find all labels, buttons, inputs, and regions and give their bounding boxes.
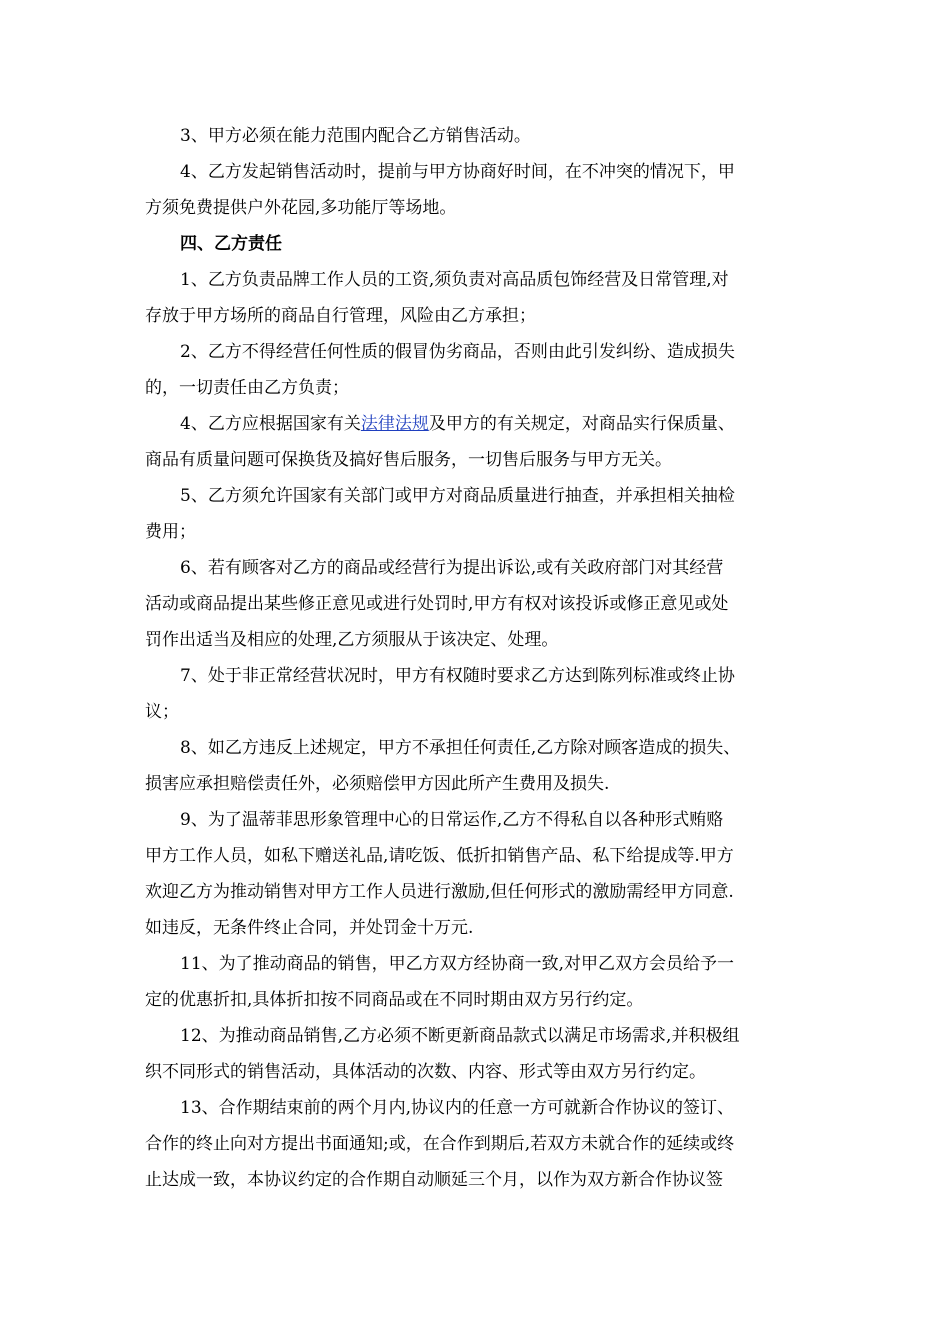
paragraph-line: 方须免费提供户外花园,多功能厅等场地。 — [145, 198, 457, 218]
paragraph-line: 存放于甲方场所的商品自行管理，风险由乙方承担； — [145, 306, 536, 326]
paragraph-line: 欢迎乙方为推动销售对甲方工作人员进行激励,但任何形式的激励需经甲方同意. — [145, 882, 734, 902]
paragraph-line: 11、为了推动商品的销售，甲乙方双方经协商一致,对甲乙双方会员给予一 — [180, 954, 735, 974]
paragraph-line: 罚作出适当及相应的处理,乙方须服从于该决定、处理。 — [145, 630, 559, 650]
paragraph-line: 9、为了温蒂菲思形象管理中心的日常运作,乙方不得私自以各种形式贿赂 — [180, 810, 724, 830]
link-suffix-text: 及甲方的有关规定，对商品实行保质量、 — [428, 414, 735, 434]
paragraph-line-with-link — [180, 412, 735, 436]
paragraph-line: 甲方工作人员，如私下赠送礼品,请吃饭、低折扣销售产品、私下给提成等.甲方 — [145, 846, 734, 866]
paragraph-line: 4、乙方发起销售活动时，提前与甲方协商好时间，在不冲突的情况下，甲 — [180, 162, 735, 182]
paragraph-line: 12、为推动商品销售,乙方必须不断更新商品款式以满足市场需求,并积极组 — [180, 1026, 740, 1046]
paragraph-line: 损害应承担赔偿责任外，必须赔偿甲方因此所产生费用及损失. — [145, 774, 610, 794]
paragraph-line: 活动或商品提出某些修正意见或进行处罚时,甲方有权对该投诉或修正意见或处 — [145, 594, 729, 614]
paragraph-line: 1、乙方负责品牌工作人员的工资,须负责对高品质包饰经营及日常管理,对 — [180, 270, 729, 290]
paragraph-line: 如违反，无条件终止合同，并处罚金十万元. — [145, 918, 474, 938]
paragraph-line: 费用； — [145, 522, 196, 542]
paragraph-line: 议； — [145, 702, 179, 722]
law-regulation-link[interactable]: 法律法规 — [360, 414, 429, 434]
paragraph-line: 8、如乙方违反上述规定，甲方不承担任何责任,乙方除对顾客造成的损失、 — [180, 738, 741, 758]
paragraph-line: 6、若有顾客对乙方的商品或经营行为提出诉讼,或有关政府部门对其经营 — [180, 558, 724, 578]
paragraph-line: 商品有质量问题可保换货及搞好售后服务，一切售后服务与甲方无关。 — [145, 450, 672, 470]
paragraph-line: 3、甲方必须在能力范围内配合乙方销售活动。 — [180, 126, 531, 146]
paragraph-line: 2、乙方不得经营任何性质的假冒伪劣商品，否则由此引发纠纷、造成损失 — [180, 342, 735, 362]
paragraph-line: 的，一切责任由乙方负责； — [145, 378, 349, 398]
paragraph-line: 织不同形式的销售活动，具体活动的次数、内容、形式等由双方另行约定。 — [145, 1062, 706, 1082]
paragraph-line: 13、合作期结束前的两个月内,协议内的任意一方可就新合作协议的签订、 — [180, 1098, 735, 1118]
paragraph-line: 7、处于非正常经营状况时，甲方有权随时要求乙方达到陈列标准或终止协 — [180, 666, 735, 686]
paragraph-line: 止达成一致，本协议约定的合作期自动顺延三个月，以作为双方新合作协议签 — [145, 1170, 723, 1190]
section-heading: 四、乙方责任 — [180, 234, 282, 254]
paragraph-line: 定的优惠折扣,具体折扣按不同商品或在不同时期由双方另行约定。 — [145, 990, 644, 1010]
paragraph-line: 合作的终止向对方提出书面通知;或，在合作到期后,若双方未就合作的延续或终 — [145, 1134, 735, 1154]
paragraph-line: 5、乙方须允许国家有关部门或甲方对商品质量进行抽查，并承担相关抽检 — [180, 486, 735, 506]
link-prefix-text: 4、乙方应根据国家有关 — [180, 414, 361, 434]
